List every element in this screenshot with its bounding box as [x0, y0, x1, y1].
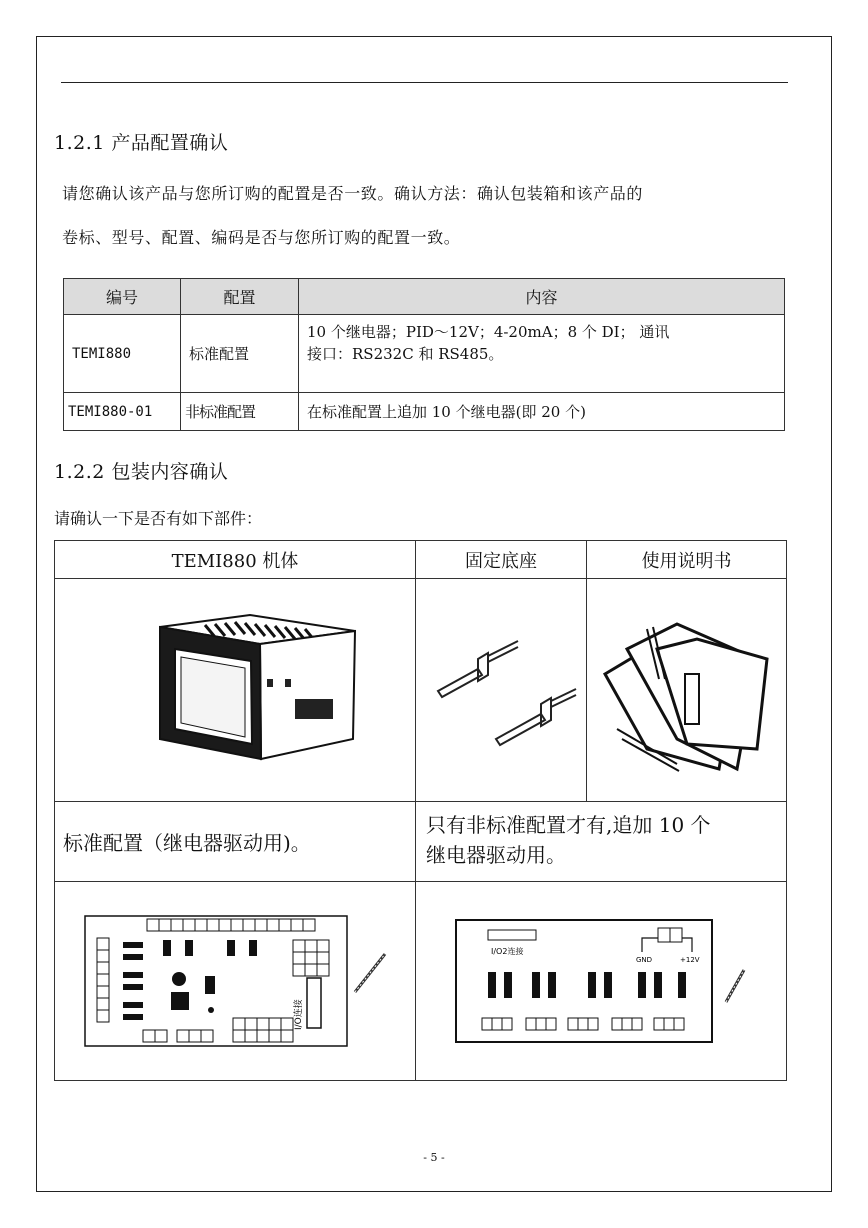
- unit-image-cell: [55, 579, 416, 802]
- header-rule: [61, 82, 788, 83]
- nonstandard-caption-line: 只有非标准配置才有,追加 10 个: [426, 813, 711, 837]
- manual-image-cell: [587, 579, 787, 802]
- bracket-image-cell: [416, 579, 587, 802]
- board-io-label: I/O连接: [294, 999, 304, 1030]
- package-header-unit: TEMI880 机体: [55, 541, 416, 579]
- nonstandard-config-caption: [416, 802, 787, 882]
- package-header-manual: 使用说明书: [587, 541, 787, 579]
- controller-unit-image: [55, 579, 415, 801]
- board-gnd-label: GND: [636, 956, 653, 964]
- config-table-header: [64, 279, 785, 315]
- package-header-bracket: 固定底座: [416, 541, 587, 579]
- relay-board-extended-image: [416, 882, 786, 1080]
- section-1-title: 1.2.1 产品配置确认: [54, 132, 229, 154]
- config-name: 非标准配置: [181, 393, 299, 431]
- config-header-code: 编号: [64, 279, 181, 315]
- relay-board-standard-image: [55, 882, 415, 1080]
- config-content: [299, 315, 785, 393]
- standard-config-caption: 标准配置（继电器驱动用)。: [55, 802, 416, 882]
- section-1-intro-line-1: 请您确认该产品与您所订购的配置是否一致。确认方法：确认包装箱和该产品的: [62, 184, 644, 203]
- config-code: TEMI880: [64, 315, 181, 393]
- config-table: [63, 278, 785, 431]
- relay-board-extended-cell: [416, 882, 787, 1081]
- nonstandard-caption-line: 继电器驱动用。: [426, 843, 566, 867]
- config-content-line: 10 个继电器；PID～12V；4-20mA；8 个 DI； 通讯: [307, 323, 670, 341]
- mounting-bracket-image: [416, 579, 586, 801]
- config-name: 标准配置: [181, 315, 299, 393]
- table-row: [64, 315, 785, 393]
- package-table: [54, 540, 787, 1081]
- board-io2-label: I/O2连接: [491, 947, 524, 956]
- config-header-content: 内容: [299, 279, 785, 315]
- config-code: TEMI880-01: [64, 393, 181, 431]
- section-2-intro: 请确认一下是否有如下部件：: [54, 509, 263, 528]
- relay-board-standard-cell: [55, 882, 416, 1081]
- config-header-config: 配置: [181, 279, 299, 315]
- config-content: 在标准配置上追加 10 个继电器(即 20 个): [299, 393, 785, 431]
- config-content-line: 接口：RS232C 和 RS485。: [307, 345, 504, 363]
- page-number: - 5 -: [423, 1151, 445, 1164]
- section-1-intro-line-2: 卷标、型号、配置、编码是否与您所订购的配置一致。: [62, 228, 461, 247]
- section-2-title: 1.2.2 包装内容确认: [54, 461, 229, 483]
- user-manual-image: [587, 579, 785, 801]
- board-12v-label: +12V: [680, 956, 700, 964]
- table-row: [64, 393, 785, 431]
